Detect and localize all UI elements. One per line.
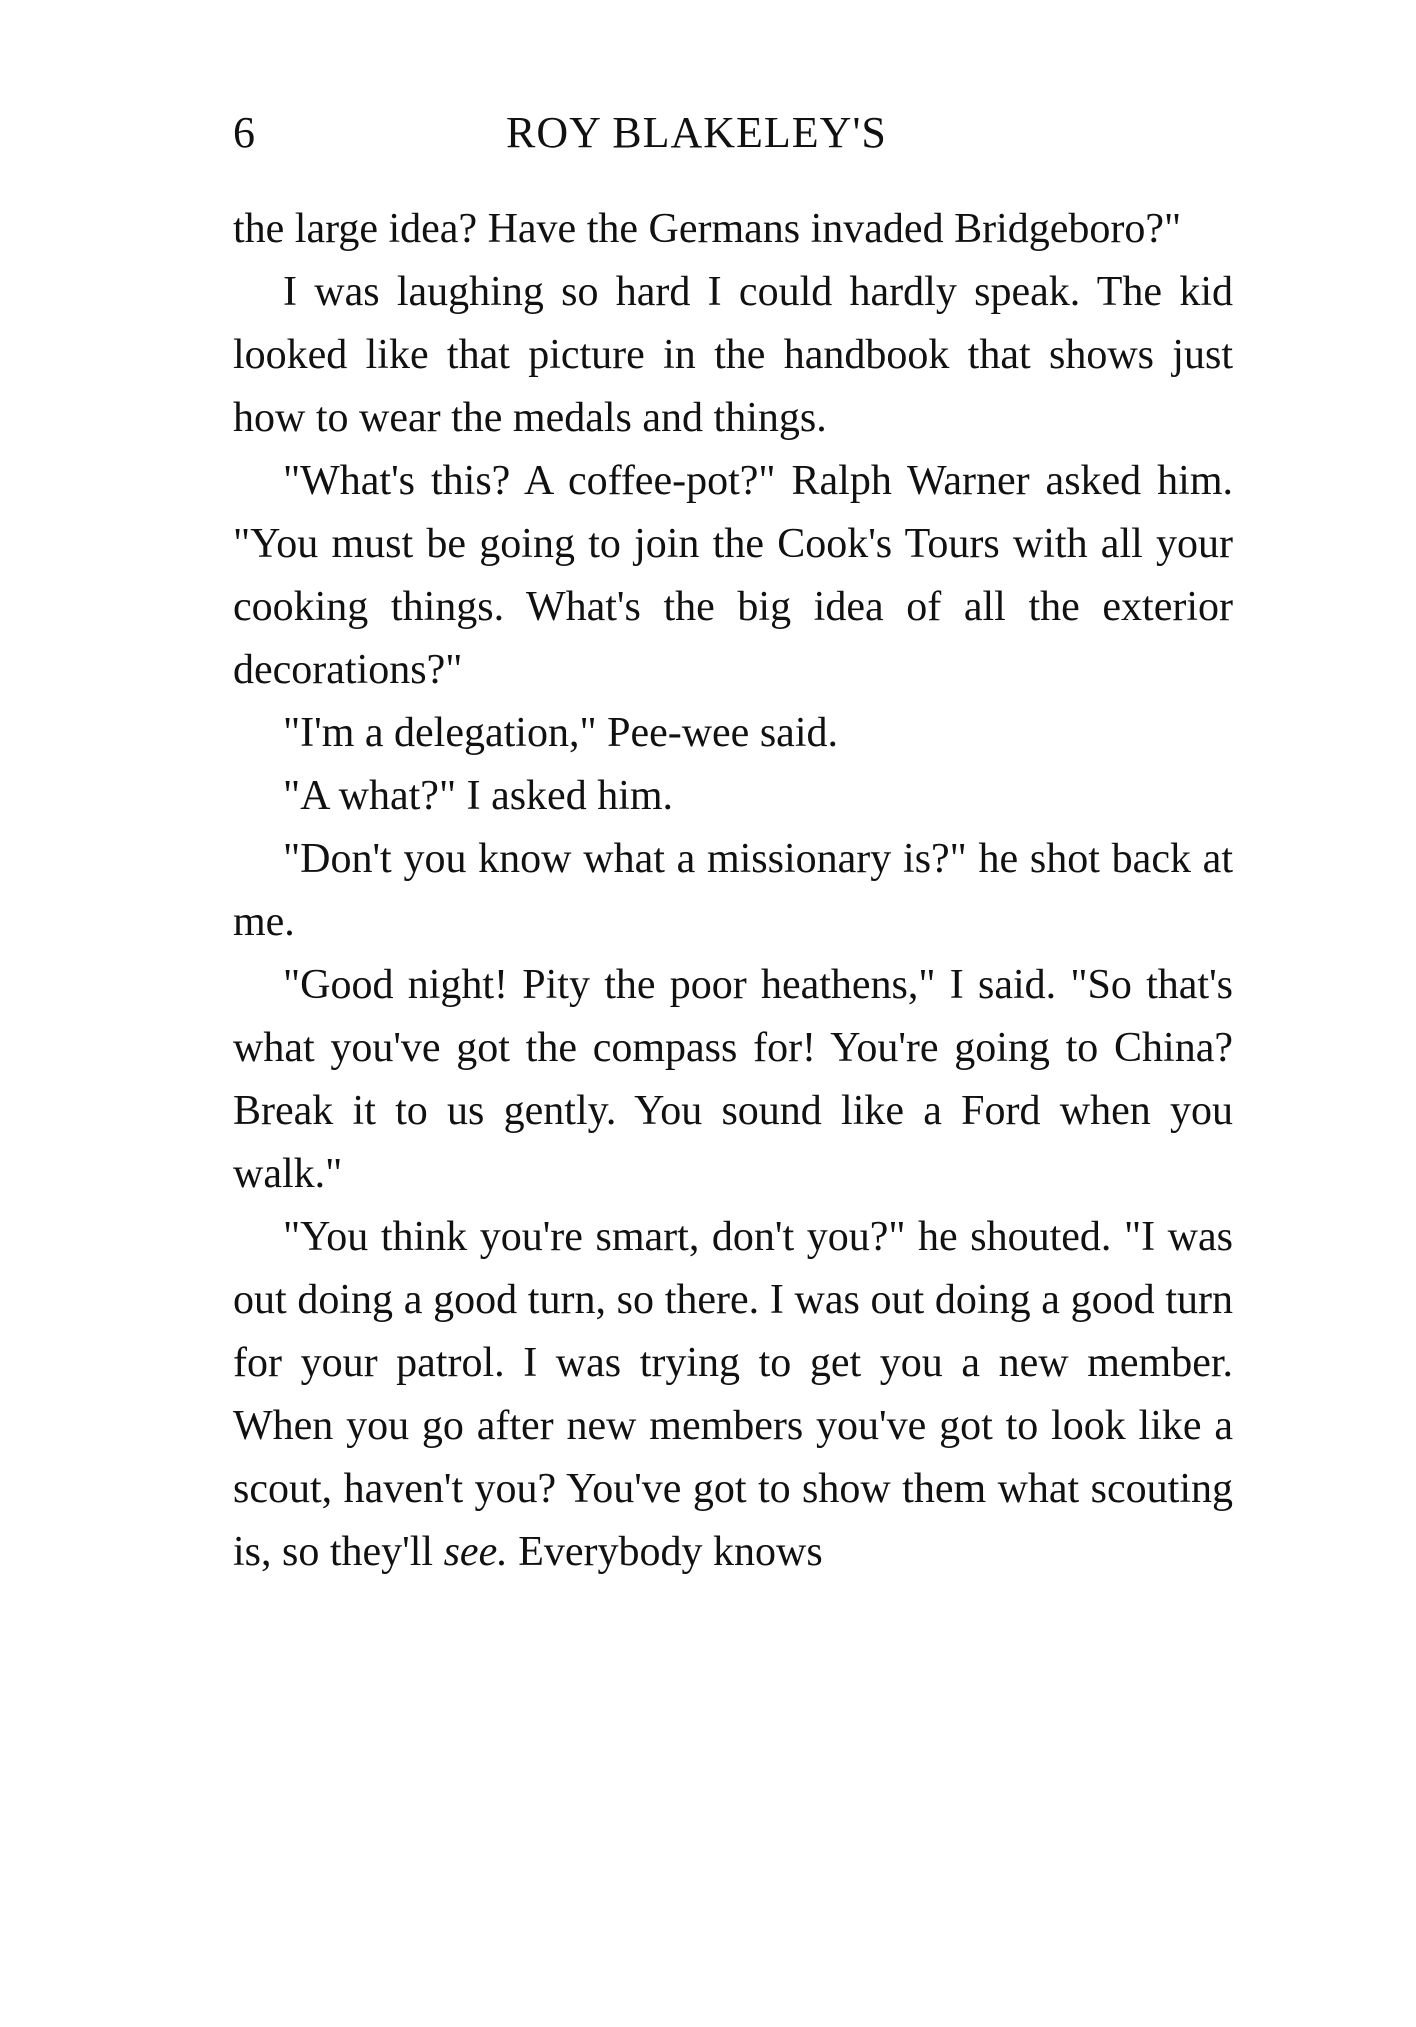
- paragraph: [233, 1206, 1233, 1584]
- running-title: ROY BLAKELEY'S: [506, 108, 887, 157]
- page-header: [233, 103, 1233, 163]
- paragraph: "A what?" I asked him.: [283, 773, 674, 819]
- paragraph: the large idea? Have the Germans invaded Bridgeboro?": [233, 206, 1182, 252]
- paragraph: "I'm a delegation," Pee-wee said.: [283, 710, 838, 756]
- paragraph: "What's this? A coffee-pot?" Ralph Warner asked him. "You must be going to join the Cook's Tours with all your cooking things. What's the big idea of all the exterior decorations?": [233, 458, 1233, 693]
- body-text: [233, 198, 1233, 1584]
- paragraph: "Good night! Pity the poor heathens," I said. "So that's what you've got the compass for! You're going to China? Break it to us gently. You sound like a Ford when you walk.": [233, 962, 1233, 1197]
- emphasized-word: see.: [443, 1529, 508, 1575]
- page-number: 6: [233, 108, 255, 157]
- paragraph-text: Everybody knows: [507, 1529, 823, 1575]
- paragraph: I was laughing so hard I could hardly speak. The kid looked like that picture in the handbook that shows just how to wear the medals and things.: [233, 269, 1233, 441]
- paragraph-text: "You think you're smart, don't you?" he shouted. "I was out doing a good turn, so there. I was out doing a good turn for your patrol. I was trying to get you a new member. When you go after new members you've got to look like a scout, haven't you? You've got to show them what scouting is, so they'll: [233, 1214, 1233, 1575]
- paragraph: "Don't you know what a missionary is?" he shot back at me.: [233, 836, 1233, 945]
